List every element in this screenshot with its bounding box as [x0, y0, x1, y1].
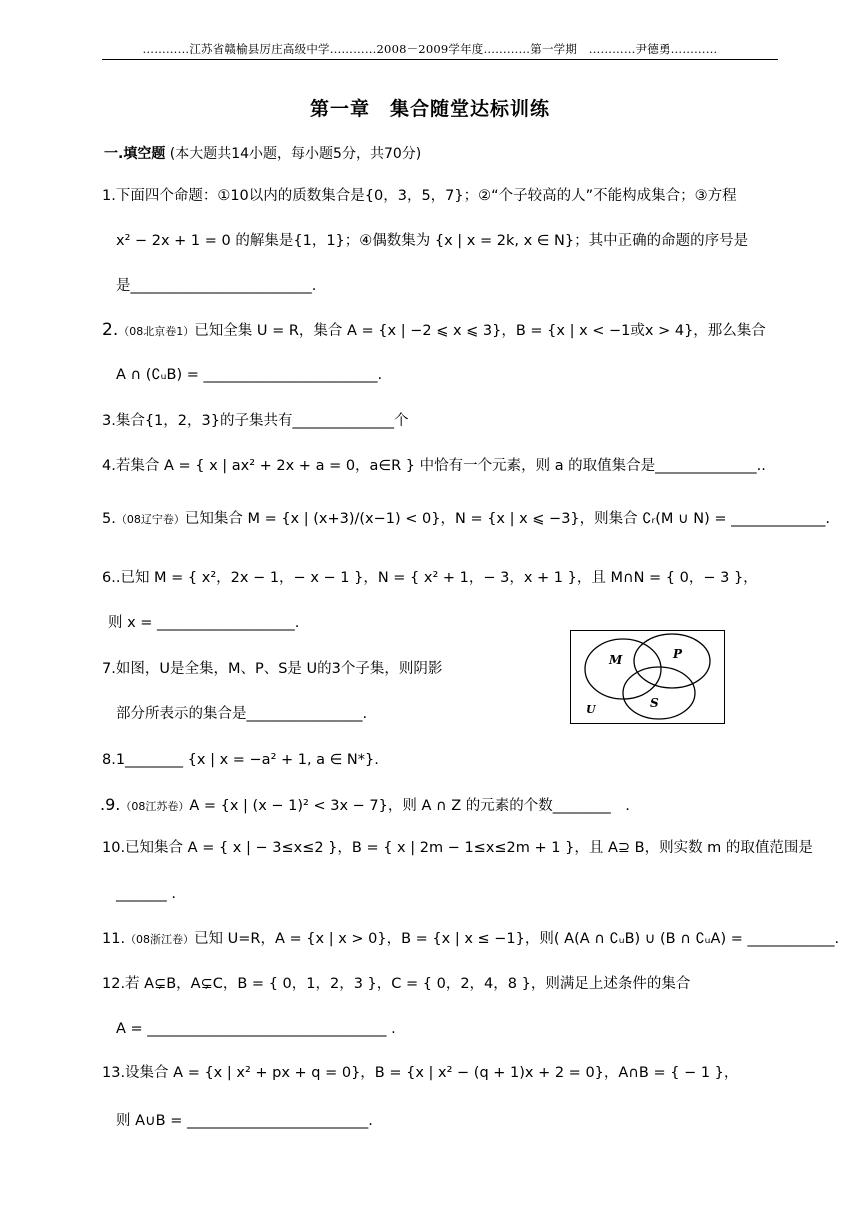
question-9-text: A = {x | (x − 1)² < 3x − 7}，则 A ∩ Z 的元素的个数________ . [189, 798, 630, 814]
question-4: 4.若集合 A = { x | ax² + 2x + a = 0，a∈R } 中恰有一个元素，则 a 的取值集合是______________.. [102, 458, 766, 474]
question-1-line-2: x² − 2x + 1 = 0 的解集是{1，1}；④偶数集为 {x | x = 2k, x ∈ N}；其中正确的命题的序号是 [116, 233, 749, 249]
question-5-text: 已知集合 M = {x | (x+3)/(x−1) < 0}，N = {x | x ⩽ −3}，则集合 ∁ᵣ(M ∪ N) = _____________. [184, 511, 830, 527]
question-7-line-2: 部分所表示的集合是________________. [116, 706, 368, 722]
label-p: P [673, 647, 683, 661]
header-rule [102, 59, 778, 60]
question-11 [102, 929, 839, 950]
question-7-line-1: 7.如图，U是全集，M、P、S是 U的3个子集，则阴影 [102, 661, 443, 677]
question-12-line-1: 12.若 A⊊B，A⊊C，B = { 0，1，2，3 }，C = { 0，2，4，8 }，则满足上述条件的集合 [102, 976, 691, 992]
question-5-source: （08辽宁卷） [115, 513, 185, 526]
question-5 [102, 509, 830, 530]
question-11-text: 已知 U=R，A = {x | x > 0}，B = {x | x ≤ −1}，则( A(A ∩ ∁ᵤB) ∪ (B ∩ ∁ᵤA) = ____________. [194, 931, 840, 947]
question-1-line-1: 1.下面四个命题：①10以内的质数集合是{0，3，5，7}；②“个子较高的人”不能构成集合；③方程 [102, 188, 737, 204]
question-13-line-2: 则 A∪B = _________________________. [116, 1113, 373, 1129]
question-2-line-1 [102, 320, 766, 342]
set-p-circle [634, 634, 710, 688]
question-2-line-2: A ∩ (∁ᵤB) = ________________________. [116, 367, 383, 383]
question-1-line-3: 是_________________________. [116, 278, 317, 294]
section-label: 一.填空题 [104, 146, 166, 162]
question-12-line-2: A = _________________________________ . [116, 1021, 396, 1037]
venn-diagram-svg [571, 631, 723, 722]
question-5-number: 5. [102, 511, 116, 527]
question-2-source: （08北京卷1） [118, 325, 195, 338]
label-m: M [609, 653, 623, 667]
venn-diagram [570, 630, 725, 724]
question-2-text: 已知全集 U = R，集合 A = {x | −2 ⩽ x ⩽ 3}，B = {x | x < −1或x > 4}，那么集合 [194, 323, 766, 339]
question-9-source: （08江苏卷） [120, 800, 190, 813]
question-13-line-1: 13.设集合 A = {x | x² + px + q = 0}，B = {x | x² − (q + 1)x + 2 = 0}，A∩B = { − 1 }， [102, 1065, 739, 1081]
question-6-line-1: 6..已知 M = { x²，2x − 1，− x − 1 }，N = { x² + 1，− 3，x + 1 }，且 M∩N = { 0，− 3 }， [102, 570, 758, 586]
page-header: …………江苏省赣榆县厉庄高级中学…………2008－2009学年度…………第一学期 …………尹德勇………… [142, 42, 718, 56]
question-6-line-2: 则 x = ___________________. [108, 615, 300, 631]
question-9 [100, 795, 630, 817]
label-u: U [586, 703, 596, 716]
question-2-number: 2. [102, 320, 119, 340]
question-10-line-2: _______ . [116, 886, 176, 902]
question-9-number: .9. [100, 795, 121, 814]
section-note: (本大题共14小题，每小题5分，共70分) [169, 146, 422, 162]
question-10-line-1: 10.已知集合 A = { x | − 3≤x≤2 }，B = { x | 2m − 1≤x≤2m + 1 }，且 A⊇ B，则实数 m 的取值范围是 [102, 840, 813, 856]
question-11-number: 11. [102, 931, 126, 947]
question-8: 8.1________ {x | x = −a² + 1, a ∈ N*}. [102, 752, 379, 768]
label-s: S [650, 696, 659, 710]
question-11-source: （08浙江卷） [125, 933, 195, 946]
section-heading [104, 143, 421, 163]
question-3: 3.集合{1，2，3}的子集共有______________个 [102, 413, 409, 429]
set-s-circle [623, 667, 695, 719]
page-title: 第一章 集合随堂达标训练 [309, 98, 550, 120]
